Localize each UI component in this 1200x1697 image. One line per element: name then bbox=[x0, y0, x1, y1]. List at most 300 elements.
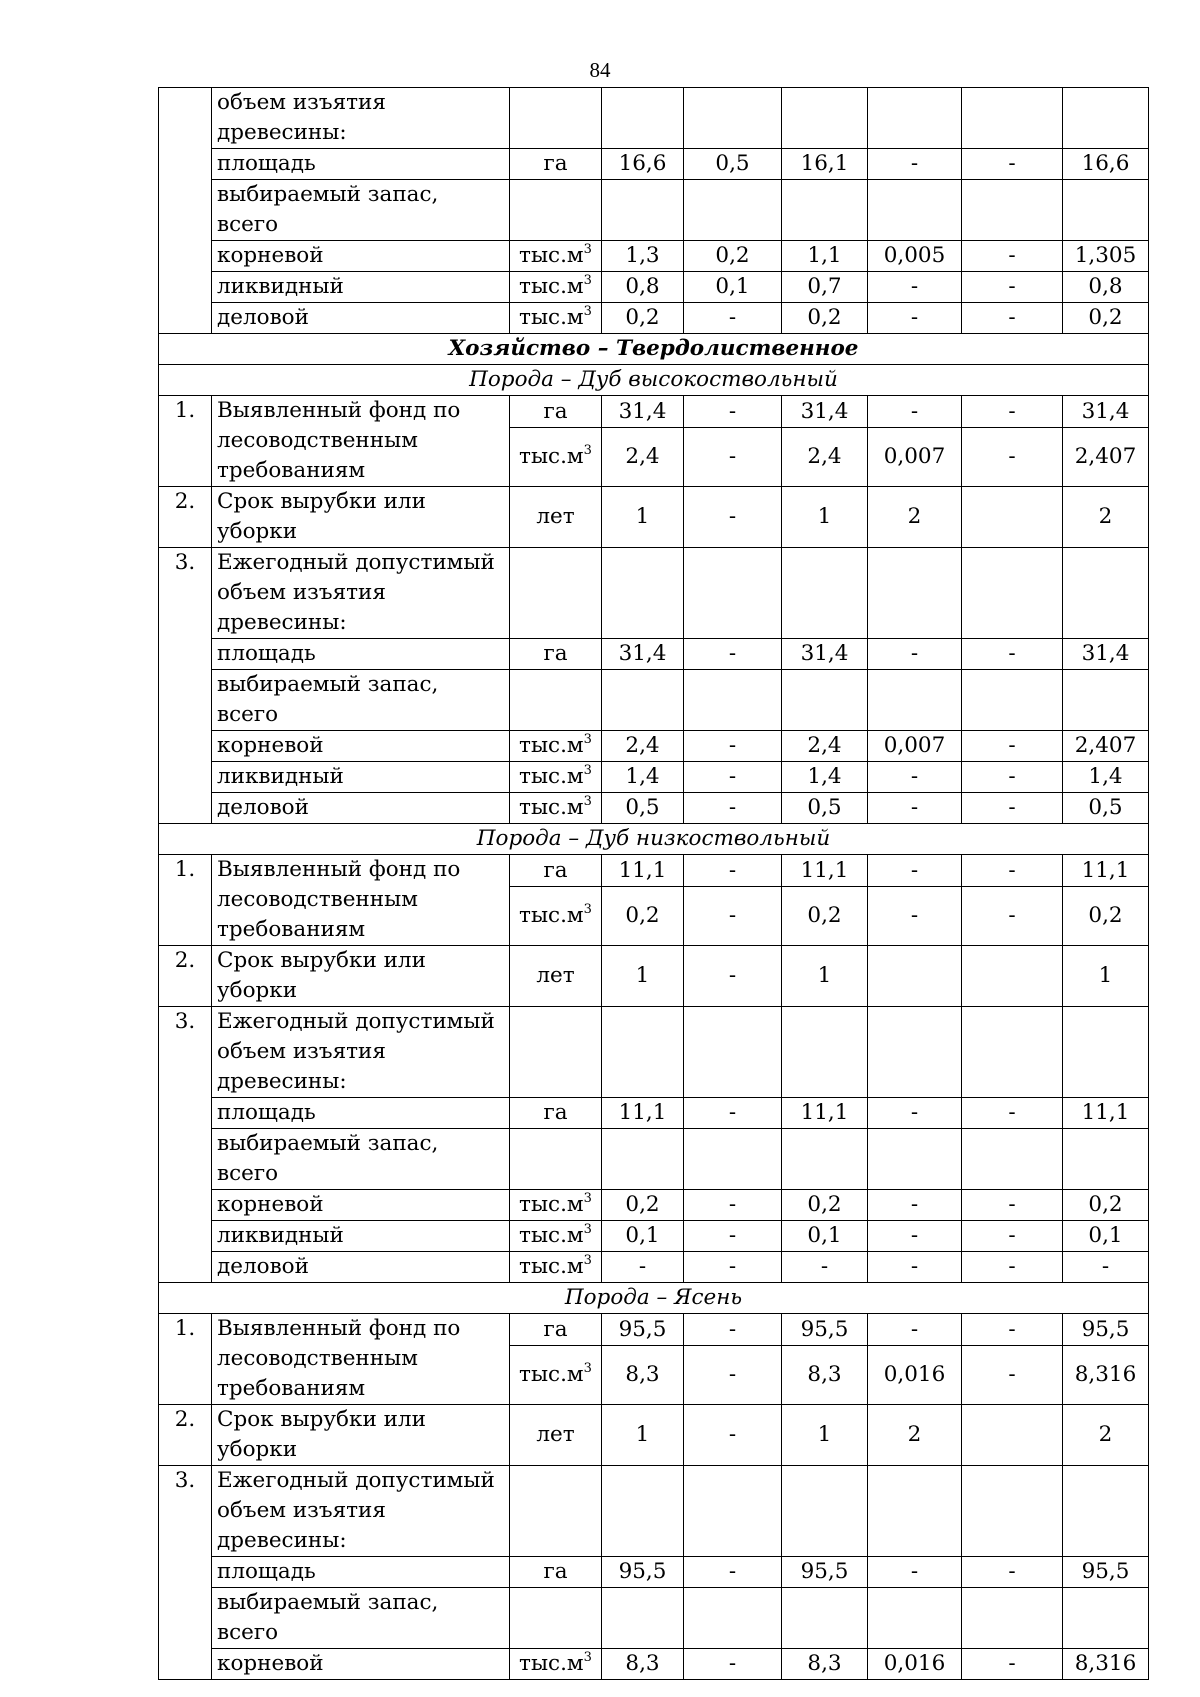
value-cell bbox=[962, 1129, 1063, 1190]
unit-cell bbox=[510, 1649, 602, 1680]
value-cell: 0,8 bbox=[1063, 272, 1149, 303]
unit-superscript: 3 bbox=[583, 1253, 592, 1268]
value-cell: 2 bbox=[1063, 1405, 1149, 1466]
value-cell: 2,4 bbox=[782, 428, 868, 487]
value-cell: 0,2 bbox=[602, 303, 684, 334]
value-cell bbox=[868, 670, 962, 731]
value-cell bbox=[602, 1007, 684, 1098]
value-cell: - bbox=[684, 1190, 782, 1221]
value-cell: 31,4 bbox=[602, 396, 684, 428]
table-row bbox=[159, 731, 1149, 762]
species-heading: Порода – Дуб низкоствольный bbox=[159, 824, 1149, 855]
value-cell bbox=[602, 670, 684, 731]
unit-superscript: 3 bbox=[583, 763, 592, 778]
value-cell: 95,5 bbox=[602, 1557, 684, 1588]
value-cell: - bbox=[684, 1314, 782, 1346]
value-cell bbox=[1063, 1588, 1149, 1649]
item-number: 1. bbox=[159, 396, 212, 487]
indicator-label: Выявленный фонд по лесоводственным требованиям bbox=[212, 855, 510, 946]
value-cell: 11,1 bbox=[782, 1098, 868, 1129]
indicator-label: выбираемый запас, всего bbox=[212, 670, 510, 731]
value-cell: 0,007 bbox=[868, 731, 962, 762]
indicator-label: ликвидный bbox=[212, 1221, 510, 1252]
indicator-label: Срок вырубки или уборки bbox=[212, 487, 510, 548]
value-cell: 0,5 bbox=[782, 793, 868, 824]
value-cell: 31,4 bbox=[782, 396, 868, 428]
value-cell: - bbox=[684, 303, 782, 334]
value-cell bbox=[782, 88, 868, 149]
value-cell: - bbox=[962, 241, 1063, 272]
value-cell: - bbox=[684, 1405, 782, 1466]
value-cell: 8,3 bbox=[602, 1346, 684, 1405]
page-number: 84 bbox=[589, 58, 611, 82]
value-cell bbox=[684, 1466, 782, 1557]
unit-cell bbox=[510, 1466, 602, 1557]
value-cell: 0,2 bbox=[782, 887, 868, 946]
unit-superscript: 3 bbox=[583, 242, 592, 257]
table-row bbox=[159, 762, 1149, 793]
table-row bbox=[159, 1588, 1149, 1649]
indicator-label: корневой bbox=[212, 731, 510, 762]
value-cell: - bbox=[962, 428, 1063, 487]
value-cell: 0,007 bbox=[868, 428, 962, 487]
value-cell: 8,3 bbox=[602, 1649, 684, 1680]
unit-cell: га bbox=[510, 149, 602, 180]
unit-text: тыс.м bbox=[519, 274, 584, 299]
value-cell: - bbox=[1063, 1252, 1149, 1283]
value-cell bbox=[1063, 670, 1149, 731]
value-cell: 8,316 bbox=[1063, 1649, 1149, 1680]
table-row bbox=[159, 303, 1149, 334]
unit-superscript: 3 bbox=[583, 304, 592, 319]
unit-cell: га bbox=[510, 1098, 602, 1129]
value-cell bbox=[684, 1588, 782, 1649]
table-row bbox=[159, 1190, 1149, 1221]
value-cell: 0,2 bbox=[1063, 1190, 1149, 1221]
value-cell bbox=[962, 1466, 1063, 1557]
value-cell: - bbox=[962, 1190, 1063, 1221]
value-cell: - bbox=[962, 303, 1063, 334]
value-cell: 11,1 bbox=[602, 1098, 684, 1129]
table-row bbox=[159, 272, 1149, 303]
value-cell: 31,4 bbox=[1063, 639, 1149, 670]
value-cell: 11,1 bbox=[602, 855, 684, 887]
item-number: 2. bbox=[159, 946, 212, 1007]
indicator-label: деловой bbox=[212, 1252, 510, 1283]
unit-cell: лет bbox=[510, 487, 602, 548]
table-row bbox=[159, 241, 1149, 272]
value-cell: - bbox=[868, 639, 962, 670]
value-cell: - bbox=[962, 1252, 1063, 1283]
value-cell: 0,016 bbox=[868, 1346, 962, 1405]
indicator-label: площадь bbox=[212, 1557, 510, 1588]
value-cell bbox=[868, 88, 962, 149]
value-cell: 0,2 bbox=[1063, 887, 1149, 946]
item-number: 3. bbox=[159, 1007, 212, 1283]
table-row bbox=[159, 180, 1149, 241]
value-cell: - bbox=[684, 731, 782, 762]
value-cell: - bbox=[684, 1221, 782, 1252]
value-cell: 0,1 bbox=[782, 1221, 868, 1252]
table-row bbox=[159, 1557, 1149, 1588]
unit-superscript: 3 bbox=[583, 1222, 592, 1237]
value-cell: - bbox=[684, 1252, 782, 1283]
value-cell: 1 bbox=[602, 1405, 684, 1466]
unit-text: тыс.м bbox=[519, 733, 584, 758]
value-cell: 1,305 bbox=[1063, 241, 1149, 272]
value-cell: 1,4 bbox=[1063, 762, 1149, 793]
value-cell: 0,2 bbox=[782, 1190, 868, 1221]
table-row bbox=[159, 824, 1149, 855]
value-cell: - bbox=[684, 487, 782, 548]
unit-superscript: 3 bbox=[583, 1650, 592, 1665]
value-cell: 0,2 bbox=[602, 887, 684, 946]
unit-cell bbox=[510, 887, 602, 946]
value-cell: 0,2 bbox=[1063, 303, 1149, 334]
value-cell bbox=[684, 1007, 782, 1098]
table-row bbox=[159, 855, 1149, 887]
value-cell: 1,3 bbox=[602, 241, 684, 272]
value-cell bbox=[962, 180, 1063, 241]
indicator-label: корневой bbox=[212, 1190, 510, 1221]
value-cell: - bbox=[684, 762, 782, 793]
value-cell bbox=[684, 1129, 782, 1190]
value-cell: 0,5 bbox=[684, 149, 782, 180]
value-cell: 11,1 bbox=[1063, 855, 1149, 887]
unit-superscript: 3 bbox=[583, 1361, 592, 1377]
value-cell: 2,4 bbox=[602, 428, 684, 487]
value-cell: - bbox=[962, 887, 1063, 946]
unit-cell bbox=[510, 548, 602, 639]
value-cell: - bbox=[868, 855, 962, 887]
indicator-label: ликвидный bbox=[212, 272, 510, 303]
value-cell bbox=[868, 548, 962, 639]
value-cell: 0,5 bbox=[602, 793, 684, 824]
value-cell: - bbox=[684, 639, 782, 670]
value-cell bbox=[782, 180, 868, 241]
value-cell bbox=[602, 180, 684, 241]
value-cell: 1 bbox=[782, 487, 868, 548]
value-cell: - bbox=[868, 1557, 962, 1588]
value-cell: 0,7 bbox=[782, 272, 868, 303]
item-number: 2. bbox=[159, 1405, 212, 1466]
species-heading: Порода – Дуб высокоствольный bbox=[159, 365, 1149, 396]
value-cell: - bbox=[684, 1346, 782, 1405]
item-number: 1. bbox=[159, 1314, 212, 1405]
unit-superscript: 3 bbox=[583, 794, 592, 809]
table-row bbox=[159, 149, 1149, 180]
value-cell: 1 bbox=[602, 487, 684, 548]
unit-cell bbox=[510, 303, 602, 334]
value-cell: 1,1 bbox=[782, 241, 868, 272]
value-cell bbox=[782, 670, 868, 731]
indicator-label: корневой bbox=[212, 1649, 510, 1680]
table-row bbox=[159, 548, 1149, 639]
table-row bbox=[159, 1283, 1149, 1314]
value-cell bbox=[782, 1466, 868, 1557]
value-cell bbox=[782, 548, 868, 639]
value-cell: - bbox=[868, 1221, 962, 1252]
unit-cell: га bbox=[510, 1557, 602, 1588]
unit-superscript: 3 bbox=[583, 273, 592, 288]
value-cell: 11,1 bbox=[1063, 1098, 1149, 1129]
unit-cell bbox=[510, 1588, 602, 1649]
unit-cell: лет bbox=[510, 946, 602, 1007]
item-number: 2. bbox=[159, 487, 212, 548]
unit-cell bbox=[510, 272, 602, 303]
value-cell: 8,3 bbox=[782, 1649, 868, 1680]
value-cell bbox=[962, 670, 1063, 731]
value-cell: - bbox=[684, 887, 782, 946]
indicator-label: выбираемый запас, всего bbox=[212, 180, 510, 241]
value-cell: 0,005 bbox=[868, 241, 962, 272]
value-cell: - bbox=[962, 1098, 1063, 1129]
value-cell bbox=[684, 180, 782, 241]
value-cell: 2,407 bbox=[1063, 731, 1149, 762]
table-row bbox=[159, 1314, 1149, 1346]
value-cell: - bbox=[868, 303, 962, 334]
value-cell bbox=[962, 548, 1063, 639]
value-cell: - bbox=[684, 1649, 782, 1680]
unit-cell bbox=[510, 793, 602, 824]
value-cell bbox=[962, 1588, 1063, 1649]
value-cell bbox=[602, 1466, 684, 1557]
unit-cell bbox=[510, 762, 602, 793]
table-row bbox=[159, 487, 1149, 548]
value-cell: - bbox=[782, 1252, 868, 1283]
unit-cell bbox=[510, 241, 602, 272]
value-cell bbox=[602, 88, 684, 149]
indicator-label: Ежегодный допустимый объем изъятия древесины: bbox=[212, 1466, 510, 1557]
value-cell: 8,316 bbox=[1063, 1346, 1149, 1405]
value-cell: - bbox=[962, 1346, 1063, 1405]
value-cell: 0,016 bbox=[868, 1649, 962, 1680]
value-cell bbox=[1063, 1007, 1149, 1098]
value-cell bbox=[782, 1129, 868, 1190]
value-cell: 0,1 bbox=[684, 272, 782, 303]
unit-cell bbox=[510, 1007, 602, 1098]
value-cell bbox=[962, 487, 1063, 548]
unit-text: тыс.м bbox=[519, 1223, 584, 1248]
value-cell: - bbox=[962, 396, 1063, 428]
table-row bbox=[159, 670, 1149, 731]
value-cell: - bbox=[684, 1098, 782, 1129]
indicator-label: корневой bbox=[212, 241, 510, 272]
value-cell: 0,1 bbox=[602, 1221, 684, 1252]
value-cell: 31,4 bbox=[782, 639, 868, 670]
unit-superscript: 3 bbox=[583, 902, 592, 918]
value-cell: 1 bbox=[782, 1405, 868, 1466]
value-cell: - bbox=[684, 946, 782, 1007]
item-number: 3. bbox=[159, 1466, 212, 1680]
value-cell bbox=[602, 1588, 684, 1649]
indicator-label: Выявленный фонд по лесоводственным требованиям bbox=[212, 1314, 510, 1405]
value-cell: - bbox=[684, 793, 782, 824]
unit-text: тыс.м bbox=[519, 243, 584, 268]
value-cell: - bbox=[868, 887, 962, 946]
value-cell bbox=[782, 1007, 868, 1098]
indicator-label: объем изъятия древесины: bbox=[212, 88, 510, 149]
value-cell: 2 bbox=[868, 1405, 962, 1466]
value-cell: - bbox=[868, 149, 962, 180]
item-number: 1. bbox=[159, 855, 212, 946]
item-number: 3. bbox=[159, 548, 212, 824]
value-cell: - bbox=[962, 639, 1063, 670]
value-cell: 0,8 bbox=[602, 272, 684, 303]
value-cell: - bbox=[602, 1252, 684, 1283]
value-cell bbox=[962, 1007, 1063, 1098]
value-cell: 2,4 bbox=[782, 731, 868, 762]
value-cell: - bbox=[868, 1098, 962, 1129]
unit-superscript: 3 bbox=[583, 443, 592, 459]
indicator-label: площадь bbox=[212, 149, 510, 180]
unit-cell: га bbox=[510, 396, 602, 428]
value-cell bbox=[1063, 1466, 1149, 1557]
table-row bbox=[159, 1252, 1149, 1283]
value-cell: 16,6 bbox=[602, 149, 684, 180]
value-cell: - bbox=[962, 1557, 1063, 1588]
unit-cell bbox=[510, 1129, 602, 1190]
unit-cell: га bbox=[510, 1314, 602, 1346]
value-cell: - bbox=[962, 855, 1063, 887]
item-number-cell bbox=[159, 88, 212, 334]
value-cell bbox=[1063, 88, 1149, 149]
value-cell: 2 bbox=[868, 487, 962, 548]
unit-text: тыс.м bbox=[519, 795, 584, 820]
value-cell bbox=[684, 548, 782, 639]
value-cell: - bbox=[684, 428, 782, 487]
unit-cell bbox=[510, 1252, 602, 1283]
unit-text: тыс.м bbox=[519, 305, 584, 330]
value-cell: - bbox=[962, 731, 1063, 762]
value-cell bbox=[602, 548, 684, 639]
table-row bbox=[159, 793, 1149, 824]
value-cell: - bbox=[868, 396, 962, 428]
table-row bbox=[159, 1221, 1149, 1252]
value-cell: 1,4 bbox=[602, 762, 684, 793]
value-cell: 1 bbox=[782, 946, 868, 1007]
value-cell bbox=[868, 1007, 962, 1098]
value-cell: 0,2 bbox=[602, 1190, 684, 1221]
value-cell: 95,5 bbox=[602, 1314, 684, 1346]
indicator-label: площадь bbox=[212, 1098, 510, 1129]
unit-text: тыс.м bbox=[519, 1192, 584, 1217]
value-cell: 0,2 bbox=[782, 303, 868, 334]
value-cell: - bbox=[962, 1649, 1063, 1680]
indicator-label: Срок вырубки или уборки bbox=[212, 1405, 510, 1466]
value-cell: - bbox=[962, 762, 1063, 793]
value-cell: 0,5 bbox=[1063, 793, 1149, 824]
value-cell: - bbox=[684, 1557, 782, 1588]
unit-cell bbox=[510, 428, 602, 487]
value-cell: - bbox=[684, 855, 782, 887]
table-row bbox=[159, 88, 1149, 149]
indicator-label: выбираемый запас, всего bbox=[212, 1129, 510, 1190]
table-row bbox=[159, 1129, 1149, 1190]
value-cell bbox=[868, 946, 962, 1007]
value-cell: 31,4 bbox=[1063, 396, 1149, 428]
value-cell: 8,3 bbox=[782, 1346, 868, 1405]
value-cell: 2,4 bbox=[602, 731, 684, 762]
unit-superscript: 3 bbox=[583, 732, 592, 747]
table-row bbox=[159, 639, 1149, 670]
value-cell: - bbox=[962, 272, 1063, 303]
value-cell: 1 bbox=[1063, 946, 1149, 1007]
section-hardwood: Хозяйство – Твердолиственное bbox=[159, 334, 1149, 365]
unit-cell bbox=[510, 731, 602, 762]
value-cell bbox=[962, 1405, 1063, 1466]
value-cell: 95,5 bbox=[782, 1557, 868, 1588]
value-cell bbox=[868, 180, 962, 241]
value-cell: 1,4 bbox=[782, 762, 868, 793]
unit-text: тыс.м bbox=[519, 764, 584, 789]
indicator-label: площадь bbox=[212, 639, 510, 670]
value-cell bbox=[684, 670, 782, 731]
value-cell bbox=[1063, 1129, 1149, 1190]
allowable-cut-table bbox=[158, 87, 1149, 1680]
unit-cell: га bbox=[510, 855, 602, 887]
table-row bbox=[159, 396, 1149, 428]
indicator-label: деловой bbox=[212, 303, 510, 334]
unit-cell bbox=[510, 180, 602, 241]
table-row bbox=[159, 1007, 1149, 1098]
value-cell: - bbox=[868, 1252, 962, 1283]
indicator-label: ликвидный bbox=[212, 762, 510, 793]
unit-cell bbox=[510, 1346, 602, 1405]
indicator-label: деловой bbox=[212, 793, 510, 824]
indicator-label: Выявленный фонд по лесоводственным требованиям bbox=[212, 396, 510, 487]
unit-text: тыс.м bbox=[519, 1362, 584, 1388]
unit-superscript: 3 bbox=[583, 1191, 592, 1206]
value-cell: - bbox=[962, 793, 1063, 824]
species-heading: Порода – Ясень bbox=[159, 1283, 1149, 1314]
indicator-label: выбираемый запас, всего bbox=[212, 1588, 510, 1649]
unit-cell: лет bbox=[510, 1405, 602, 1466]
value-cell: 95,5 bbox=[782, 1314, 868, 1346]
table-row bbox=[159, 1098, 1149, 1129]
value-cell bbox=[602, 1129, 684, 1190]
value-cell bbox=[868, 1588, 962, 1649]
value-cell: - bbox=[868, 272, 962, 303]
value-cell: 95,5 bbox=[1063, 1314, 1149, 1346]
value-cell: 95,5 bbox=[1063, 1557, 1149, 1588]
unit-cell bbox=[510, 1221, 602, 1252]
value-cell: 31,4 bbox=[602, 639, 684, 670]
unit-cell bbox=[510, 1190, 602, 1221]
value-cell bbox=[868, 1129, 962, 1190]
table-row bbox=[159, 334, 1149, 365]
table-row bbox=[159, 1649, 1149, 1680]
table-row bbox=[159, 1466, 1149, 1557]
indicator-label: Ежегодный допустимый объем изъятия древесины: bbox=[212, 1007, 510, 1098]
value-cell: 0,1 bbox=[1063, 1221, 1149, 1252]
indicator-label: Срок вырубки или уборки bbox=[212, 946, 510, 1007]
value-cell: - bbox=[962, 149, 1063, 180]
value-cell bbox=[782, 1588, 868, 1649]
indicator-label: Ежегодный допустимый объем изъятия древесины: bbox=[212, 548, 510, 639]
unit-text: тыс.м bbox=[519, 1651, 584, 1676]
value-cell: - bbox=[684, 396, 782, 428]
value-cell: 16,1 bbox=[782, 149, 868, 180]
value-cell bbox=[962, 88, 1063, 149]
unit-text: тыс.м bbox=[519, 903, 584, 929]
value-cell: - bbox=[962, 1221, 1063, 1252]
value-cell bbox=[962, 946, 1063, 1007]
value-cell: 2,407 bbox=[1063, 428, 1149, 487]
value-cell: - bbox=[962, 1314, 1063, 1346]
table-row bbox=[159, 1405, 1149, 1466]
unit-cell bbox=[510, 88, 602, 149]
